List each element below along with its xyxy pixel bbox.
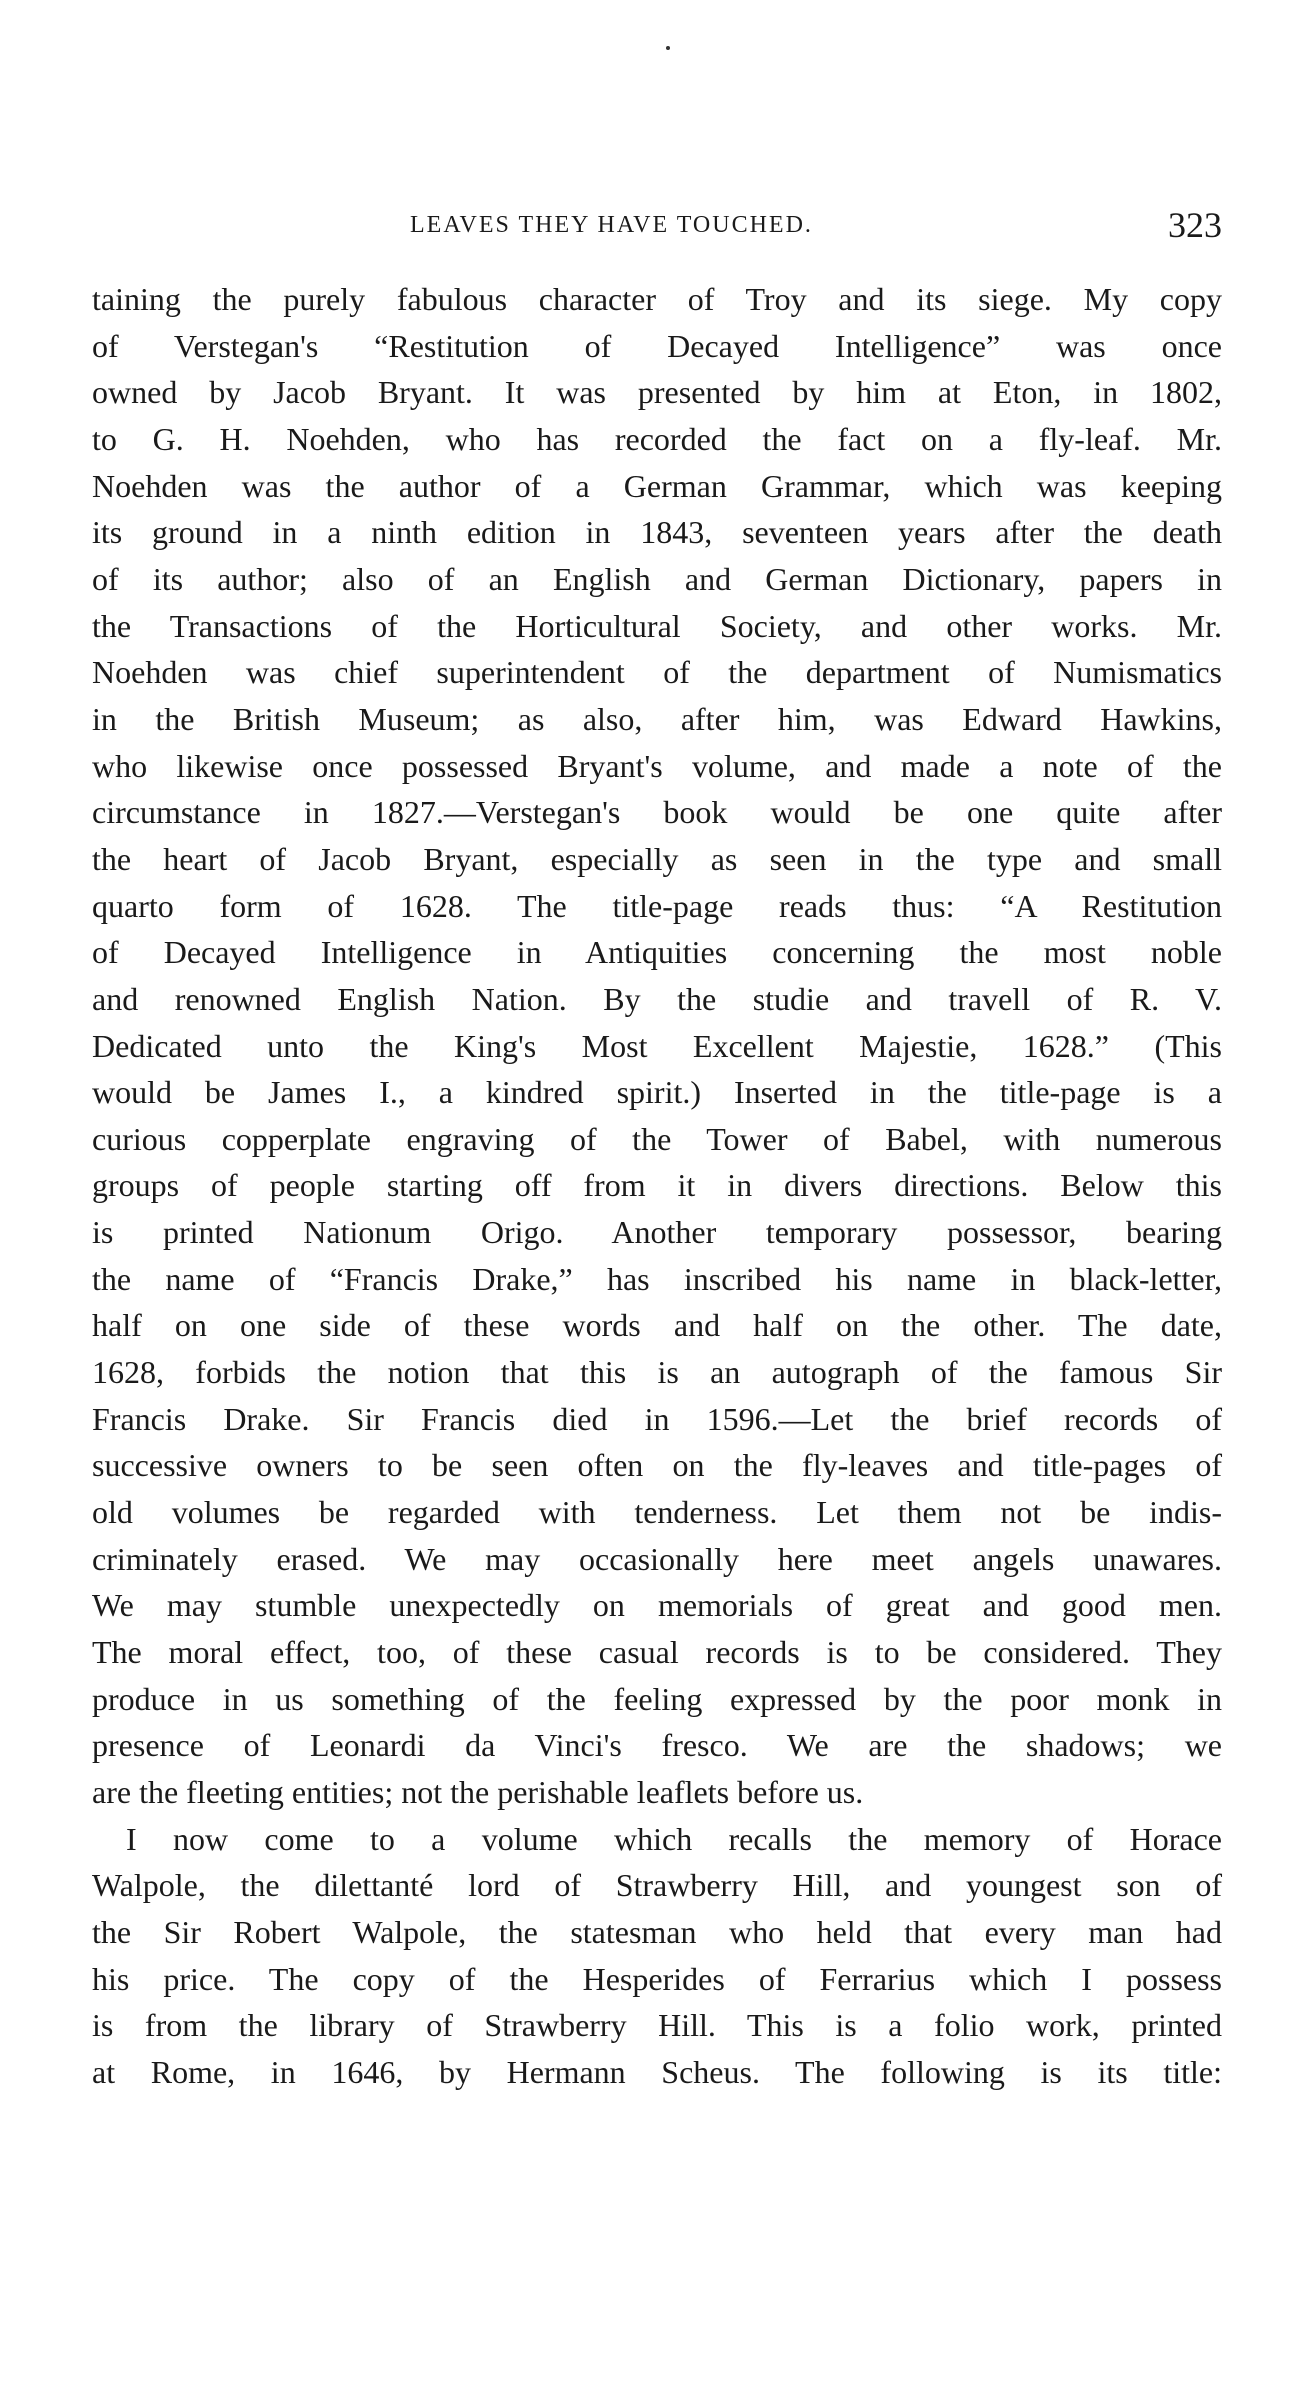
text-line: Walpole, the dilettanté lord of Strawberry Hill, and youngest son of [92, 1867, 1222, 1904]
text-line: who likewise once possessed Bryant's volume, and made a note of the [92, 747, 1222, 784]
text-line: 1628, forbids the notion that this is an autograph of the famous Sir [92, 1354, 1222, 1391]
text-line: half on one side of these words and half on the other. The date, [92, 1307, 1222, 1344]
text-line: I now come to a volume which recalls the memory of Horace [126, 1820, 1222, 1857]
text-line: owned by Jacob Bryant. It was presented by him at Eton, in 1802, [92, 374, 1222, 411]
text-line: Noehden was the author of a German Grammar, which was keeping [92, 467, 1222, 504]
text-line: presence of Leonardi da Vinci's fresco. We are the shadows; we [92, 1727, 1222, 1764]
text-line: is from the library of Strawberry Hill. This is a folio work, printed [92, 2007, 1222, 2044]
text-line: the Transactions of the Horticultural Society, and other works. Mr. [92, 607, 1222, 644]
text-line: and renowned English Nation. By the studie and travell of R. V. [92, 980, 1222, 1017]
text-line: the heart of Jacob Bryant, especially as seen in the type and small [92, 840, 1222, 877]
text-line: at Rome, in 1646, by Hermann Scheus. The following is its title: [92, 2053, 1222, 2090]
text-line: quarto form of 1628. The title-page reads thus: “A Restitution [92, 887, 1222, 924]
text-line: his price. The copy of the Hesperides of Ferrarius which I possess [92, 1960, 1222, 1997]
text-line: groups of people starting off from it in divers directions. Below this [92, 1167, 1222, 1204]
text-line: circumstance in 1827.—Verstegan's book would be one quite after [92, 794, 1222, 831]
text-line: are the fleeting entities; not the perishable leaflets before us. [92, 1774, 864, 1810]
text-line: its ground in a ninth edition in 1843, seventeen years after the death [92, 514, 1222, 551]
body-text [92, 276, 1222, 2096]
text-line: the Sir Robert Walpole, the statesman who held that every man had [92, 1913, 1222, 1950]
text-line: The moral effect, too, of these casual records is to be considered. They [92, 1634, 1222, 1671]
text-line: of Verstegan's “Restitution of Decayed Intelligence” was once [92, 327, 1222, 364]
text-line: We may stumble unexpectedly on memorials of great and good men. [92, 1587, 1222, 1624]
text-line: successive owners to be seen often on the fly-leaves and title-pages of [92, 1447, 1222, 1484]
text-line: Noehden was chief superintendent of the department of Numismatics [92, 654, 1222, 691]
text-line: of Decayed Intelligence in Antiquities concerning the most noble [92, 934, 1222, 971]
text-line: taining the purely fabulous character of Troy and its siege. My copy [92, 281, 1222, 317]
text-line: produce in us something of the feeling expressed by the poor monk in [92, 1680, 1222, 1717]
text-line: curious copperplate engraving of the Tower of Babel, with numerous [92, 1120, 1222, 1157]
page-number: 323 [1168, 205, 1222, 245]
text-line: Francis Drake. Sir Francis died in 1596.—Let the brief records of [92, 1400, 1222, 1437]
text-line: would be James I., a kindred spirit.) Inserted in the title-page is a [92, 1074, 1222, 1111]
page-header [92, 205, 1222, 250]
text-line: the name of “Francis Drake,” has inscribed his name in black-letter, [92, 1260, 1222, 1297]
text-line: in the British Museum; as also, after him, was Edward Hawkins, [92, 700, 1222, 737]
text-line: is printed Nationum Origo. Another temporary possessor, bearing [92, 1214, 1222, 1251]
text-line: criminately erased. We may occasionally here meet angels unawares. [92, 1540, 1222, 1577]
text-line: old volumes be regarded with tenderness. Let them not be indis- [92, 1494, 1222, 1531]
text-line: to G. H. Noehden, who has recorded the fact on a fly-leaf. Mr. [92, 420, 1222, 457]
text-line: Dedicated unto the King's Most Excellent Majestie, 1628.” (This [92, 1027, 1222, 1064]
text-line: of its author; also of an English and German Dictionary, papers in [92, 560, 1222, 597]
running-head: LEAVES THEY HAVE TOUCHED. [410, 212, 813, 238]
print-speck [666, 46, 670, 50]
